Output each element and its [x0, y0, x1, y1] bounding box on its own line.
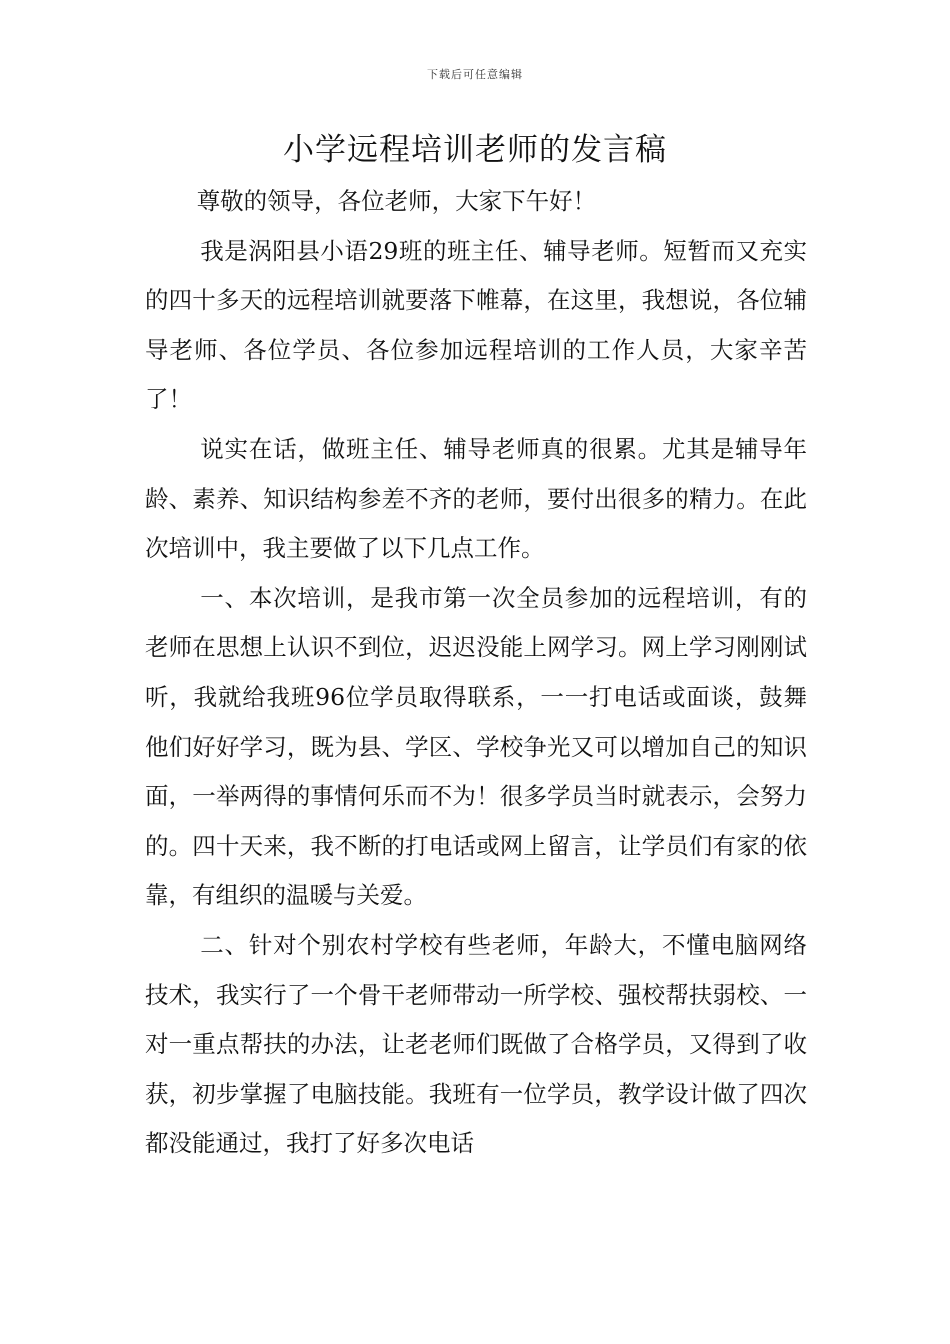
document-title: 小学远程培训老师的发言稿 [283, 132, 667, 168]
body-paragraph-4: 二、针对个别农村学校有些老师，年龄大，不懂电脑网络技术，我实行了一个骨干老师带动一所学校、强校帮扶弱校、一对一重点帮扶的办法，让老老师们既做了合格学员，又得到了收获，初步掌握了电脑技能。我班有一位学员，教学设计做了四次都没能通过，我打了好多次电话 [145, 930, 807, 1158]
header-note: 下载后可任意编辑 [427, 68, 523, 81]
body-paragraph-2: 说实在话，做班主任、辅导老师真的很累。尤其是辅导年龄、素养、知识结构参差不齐的老师，要付出很多的精力。在此次培训中，我主要做了以下几点工作。 [145, 434, 807, 563]
document-body [145, 177, 807, 1169]
body-paragraph-3: 一、本次培训，是我市第一次全员参加的远程培训，有的老师在思想上认识不到位，迟迟没能上网学习。网上学习刚刚试听，我就给我班96位学员取得联系，一一打电话或面谈，鼓舞他们好好学习，既为县、学区、学校争光又可以增加自己的知识面，一举两得的事情何乐而不为！很多学员当时就表示，会努力的。四十天来，我不断的打电话或网上留言，让学员们有家的依靠，有组织的温暖与关爱。 [145, 583, 807, 910]
greeting-paragraph: 尊敬的领导，各位老师，大家下午好！ [196, 187, 597, 215]
body-paragraph-1: 我是涡阳县小语29班的班主任、辅导老师。短暂而又充实的四十多天的远程培训就要落下帷幕，在这里，我想说，各位辅导老师、各位学员、各位参加远程培训的工作人员，大家辛苦了！ [145, 236, 807, 414]
